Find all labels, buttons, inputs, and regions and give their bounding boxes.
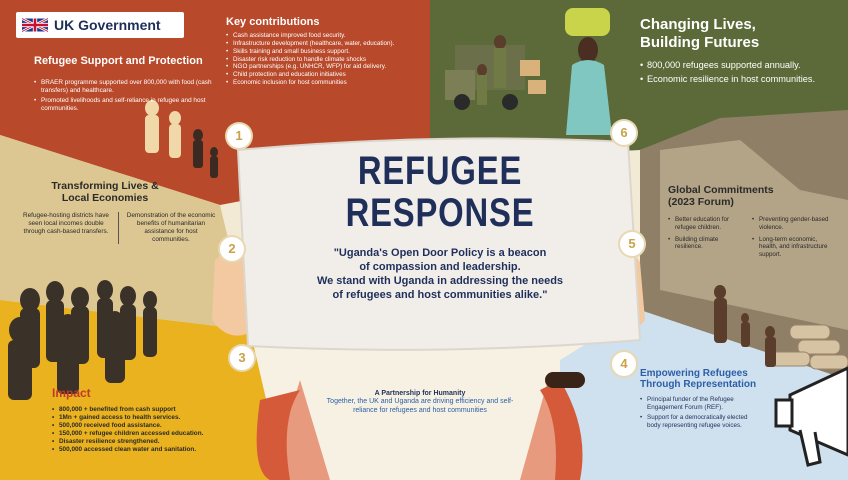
badge-1: 1	[227, 124, 251, 148]
list-item: • 800,000 + benefited from cash support	[52, 406, 252, 414]
list-item: • 800,000 refugees supported annually.	[640, 60, 845, 72]
sign-content	[250, 150, 630, 302]
impact-section	[52, 386, 252, 454]
key-contributions-section	[226, 16, 431, 87]
sign-quote-line2: of compassion and leadership.	[359, 261, 521, 273]
partnership-title: A Partnership for Humanity	[374, 390, 466, 397]
list-item: • Economic inclusion for host communities	[226, 79, 431, 87]
partnership-section	[320, 390, 520, 416]
list-item: • Skills training and small business support.	[226, 48, 431, 56]
impact-list	[52, 406, 252, 454]
transforming-title-line2: Local Economies	[61, 192, 149, 204]
list-item: • BRAER programme supported over 800,000 with food (cash transfers) and healthcare.	[34, 79, 214, 95]
sign-quote-line4: of refugees and host communities alike."	[332, 289, 548, 301]
badge-5: 5	[620, 232, 644, 256]
transforming-col2: Demonstration of the economic benefits of humanitarian assistance for host communities.	[126, 212, 216, 243]
changing-lives-title-line1: Changing Lives,	[640, 16, 756, 33]
global-commitments-section	[668, 184, 843, 259]
list-item: • Child protection and education initiatives	[226, 71, 431, 79]
changing-lives-list	[640, 60, 845, 85]
changing-lives-section	[640, 16, 845, 85]
empowering-list	[640, 396, 760, 429]
empowering-title-line1: Empowering Refugees	[640, 368, 748, 379]
key-contributions-title: Key contributions	[226, 16, 320, 28]
uk-government-logo	[16, 12, 184, 38]
empowering-title-line2: Through Representation	[640, 379, 757, 390]
list-item: • 500,000 accessed clean water and sanitation.	[52, 446, 252, 454]
list-item: • Long-term economic, health, and infrastructure support.	[752, 236, 834, 259]
badge-6: 6	[612, 121, 636, 145]
global-title-line2: (2023 Forum)	[668, 196, 734, 208]
union-jack-flag-icon	[22, 17, 48, 33]
brand-name: UK Government	[54, 17, 161, 33]
sign-title-line1: REFUGEE	[357, 149, 523, 193]
transforming-section	[20, 180, 230, 244]
list-item: • 150,000 + refugee children accessed education.	[52, 430, 252, 438]
list-item: • Disaster resilience strengthened.	[52, 438, 252, 446]
sign-quote-line1: "Uganda's Open Door Policy is a beacon	[333, 247, 547, 259]
list-item: • Better education for refugee children.	[668, 216, 746, 232]
changing-lives-title-line2: Building Futures	[640, 34, 760, 51]
impact-title: Impact	[52, 386, 91, 400]
sign-quote-line3: We stand with Uganda in addressing the needs	[316, 275, 564, 287]
badge-4: 4	[612, 352, 636, 376]
list-item: • Preventing gender-based violence.	[752, 216, 834, 232]
sign-title-line2: RESPONSE	[345, 191, 535, 235]
list-item: • Cash assistance improved food security.	[226, 32, 431, 40]
refugee-support-section	[34, 55, 214, 113]
empowering-section	[640, 368, 790, 429]
list-item: • 1Mn + gained access to health services.	[52, 414, 252, 422]
badge-3: 3	[230, 346, 254, 370]
refugee-support-title: Refugee Support and Protection	[34, 55, 203, 67]
global-title-line1: Global Commitments	[668, 184, 774, 196]
partnership-text: Together, the UK and Uganda are driving efficiency and self-reliance for refugees and host communities	[326, 398, 514, 414]
badge-2: 2	[220, 237, 244, 261]
list-item: • Building climate resilience.	[668, 236, 746, 252]
global-col1	[668, 216, 746, 259]
transforming-title-line1: Transforming Lives &	[51, 180, 159, 192]
list-item: • Disaster risk reduction to handle climate shocks	[226, 56, 431, 64]
list-item: • Economic resilience in host communities.	[640, 74, 845, 86]
list-item: • Support for a democratically elected body representing refugee voices.	[640, 414, 760, 430]
list-item: • NGO partnerships (e.g. UNHCR, WFP) for aid delivery.	[226, 63, 431, 71]
list-item: • Promoted livelihoods and self-reliance in refugee and host communities.	[34, 97, 214, 113]
global-col2	[752, 216, 834, 259]
list-item: • Principal funder of the Refugee Engagement Forum (REF).	[640, 396, 760, 412]
transforming-col1: Refugee-hosting districts have seen local incomes double through cash-based transfers.	[23, 212, 109, 235]
key-contributions-list	[226, 32, 431, 87]
list-item: • Infrastructure development (healthcare, water, education).	[226, 40, 431, 48]
list-item: • 500,000 received food assistance.	[52, 422, 252, 430]
refugee-support-list	[34, 79, 214, 113]
